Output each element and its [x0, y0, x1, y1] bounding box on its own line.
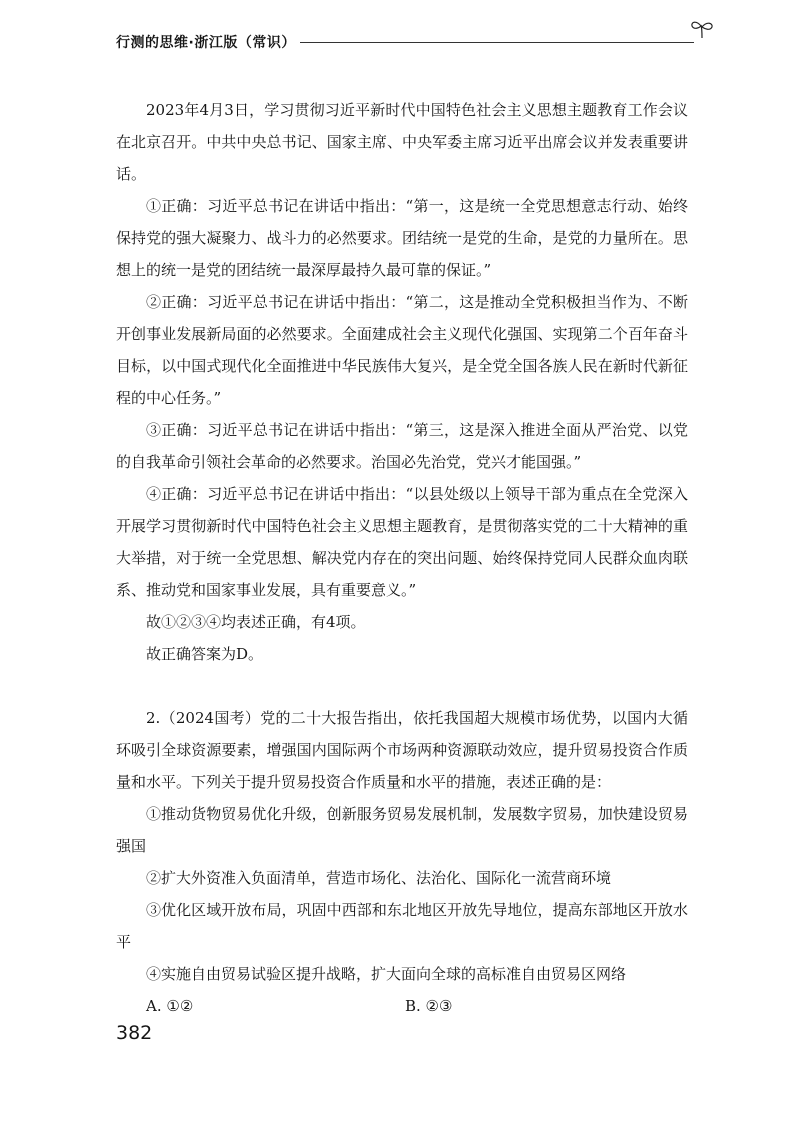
option-b: B. ②③ — [405, 997, 453, 1015]
question-item-3: ③优化区域开放布局，巩固中西部和东北地区开放先导地位，提高东部地区开放水平 — [116, 901, 688, 951]
paragraph-intro: 2023年4月3日，学习贯彻习近平新时代中国特色社会主义思想主题教育工作会议在北京召开。中共中央总书记、国家主席、中央军委主席习近平出席会议并发表重要讲话。 — [116, 101, 688, 183]
page-content — [116, 94, 688, 1022]
question-stem: 2.（2024国考）党的二十大报告指出，依托我国超大规模市场优势，以国内大循环吸引全球资源要素，增强国内国际两个市场两种资源联动效应，提升贸易投资合作质量和水平。下列关于提升贸易投资合作质量和水平的措施，表述正确的是： — [116, 709, 688, 791]
paragraph-answer: 故正确答案为D。 — [146, 645, 264, 663]
question-item-4: ④实施自由贸易试验区提升战略，扩大面向全球的高标准自由贸易区网络 — [146, 965, 627, 983]
running-header — [116, 30, 716, 54]
header-rule — [300, 42, 694, 43]
book-title: 行测的思维·浙江版（常识） — [116, 35, 296, 51]
page-number: 382 — [116, 1022, 153, 1044]
paragraph-point-3: ③正确：习近平总书记在讲话中指出：“第三，这是深入推进全面从严治党、以党的自我革命引领社会革命的必然要求。治国必先治党，党兴才能国强。” — [116, 421, 688, 471]
paragraph-point-1: ①正确：习近平总书记在讲话中指出：“第一，这是统一全党思想意志行动、始终保持党的强大凝聚力、战斗力的必然要求。团结统一是党的生命，是党的力量所在。思想上的统一是党的团结统一最深厚最持久最可靠的保证。” — [116, 197, 688, 279]
option-a: A. ①② — [146, 997, 194, 1015]
question-item-1: ①推动货物贸易优化升级，创新服务贸易发展机制，发展数字贸易，加快建设贸易强国 — [116, 805, 688, 855]
leaf-sprout-icon — [688, 16, 716, 40]
answer-options — [146, 990, 688, 1022]
paragraph-summary: 故①②③④均表述正确，有4项。 — [146, 613, 366, 631]
paragraph-point-2: ②正确：习近平总书记在讲话中指出：“第二，这是推动全党积极担当作为、不断开创事业发展新局面的必然要求。全面建成社会主义现代化强国、实现第二个百年奋斗目标，以中国式现代化全面推进中华民族伟大复兴，是全党全国各族人民在新时代新征程的中心任务。” — [116, 293, 688, 407]
section-gap — [116, 670, 688, 702]
question-item-2: ②扩大外资准入负面清单，营造市场化、法治化、国际化一流营商环境 — [146, 869, 612, 887]
paragraph-point-4: ④正确：习近平总书记在讲话中指出：“以县处级以上领导干部为重点在全党深入开展学习贯彻新时代中国特色社会主义思想主题教育，是贯彻落实党的二十大精神的重大举措，对于统一全党思想、解决党内存在的突出问题、始终保持党同人民群众血肉联系、推动党和国家事业发展，具有重要意义。” — [116, 485, 688, 599]
